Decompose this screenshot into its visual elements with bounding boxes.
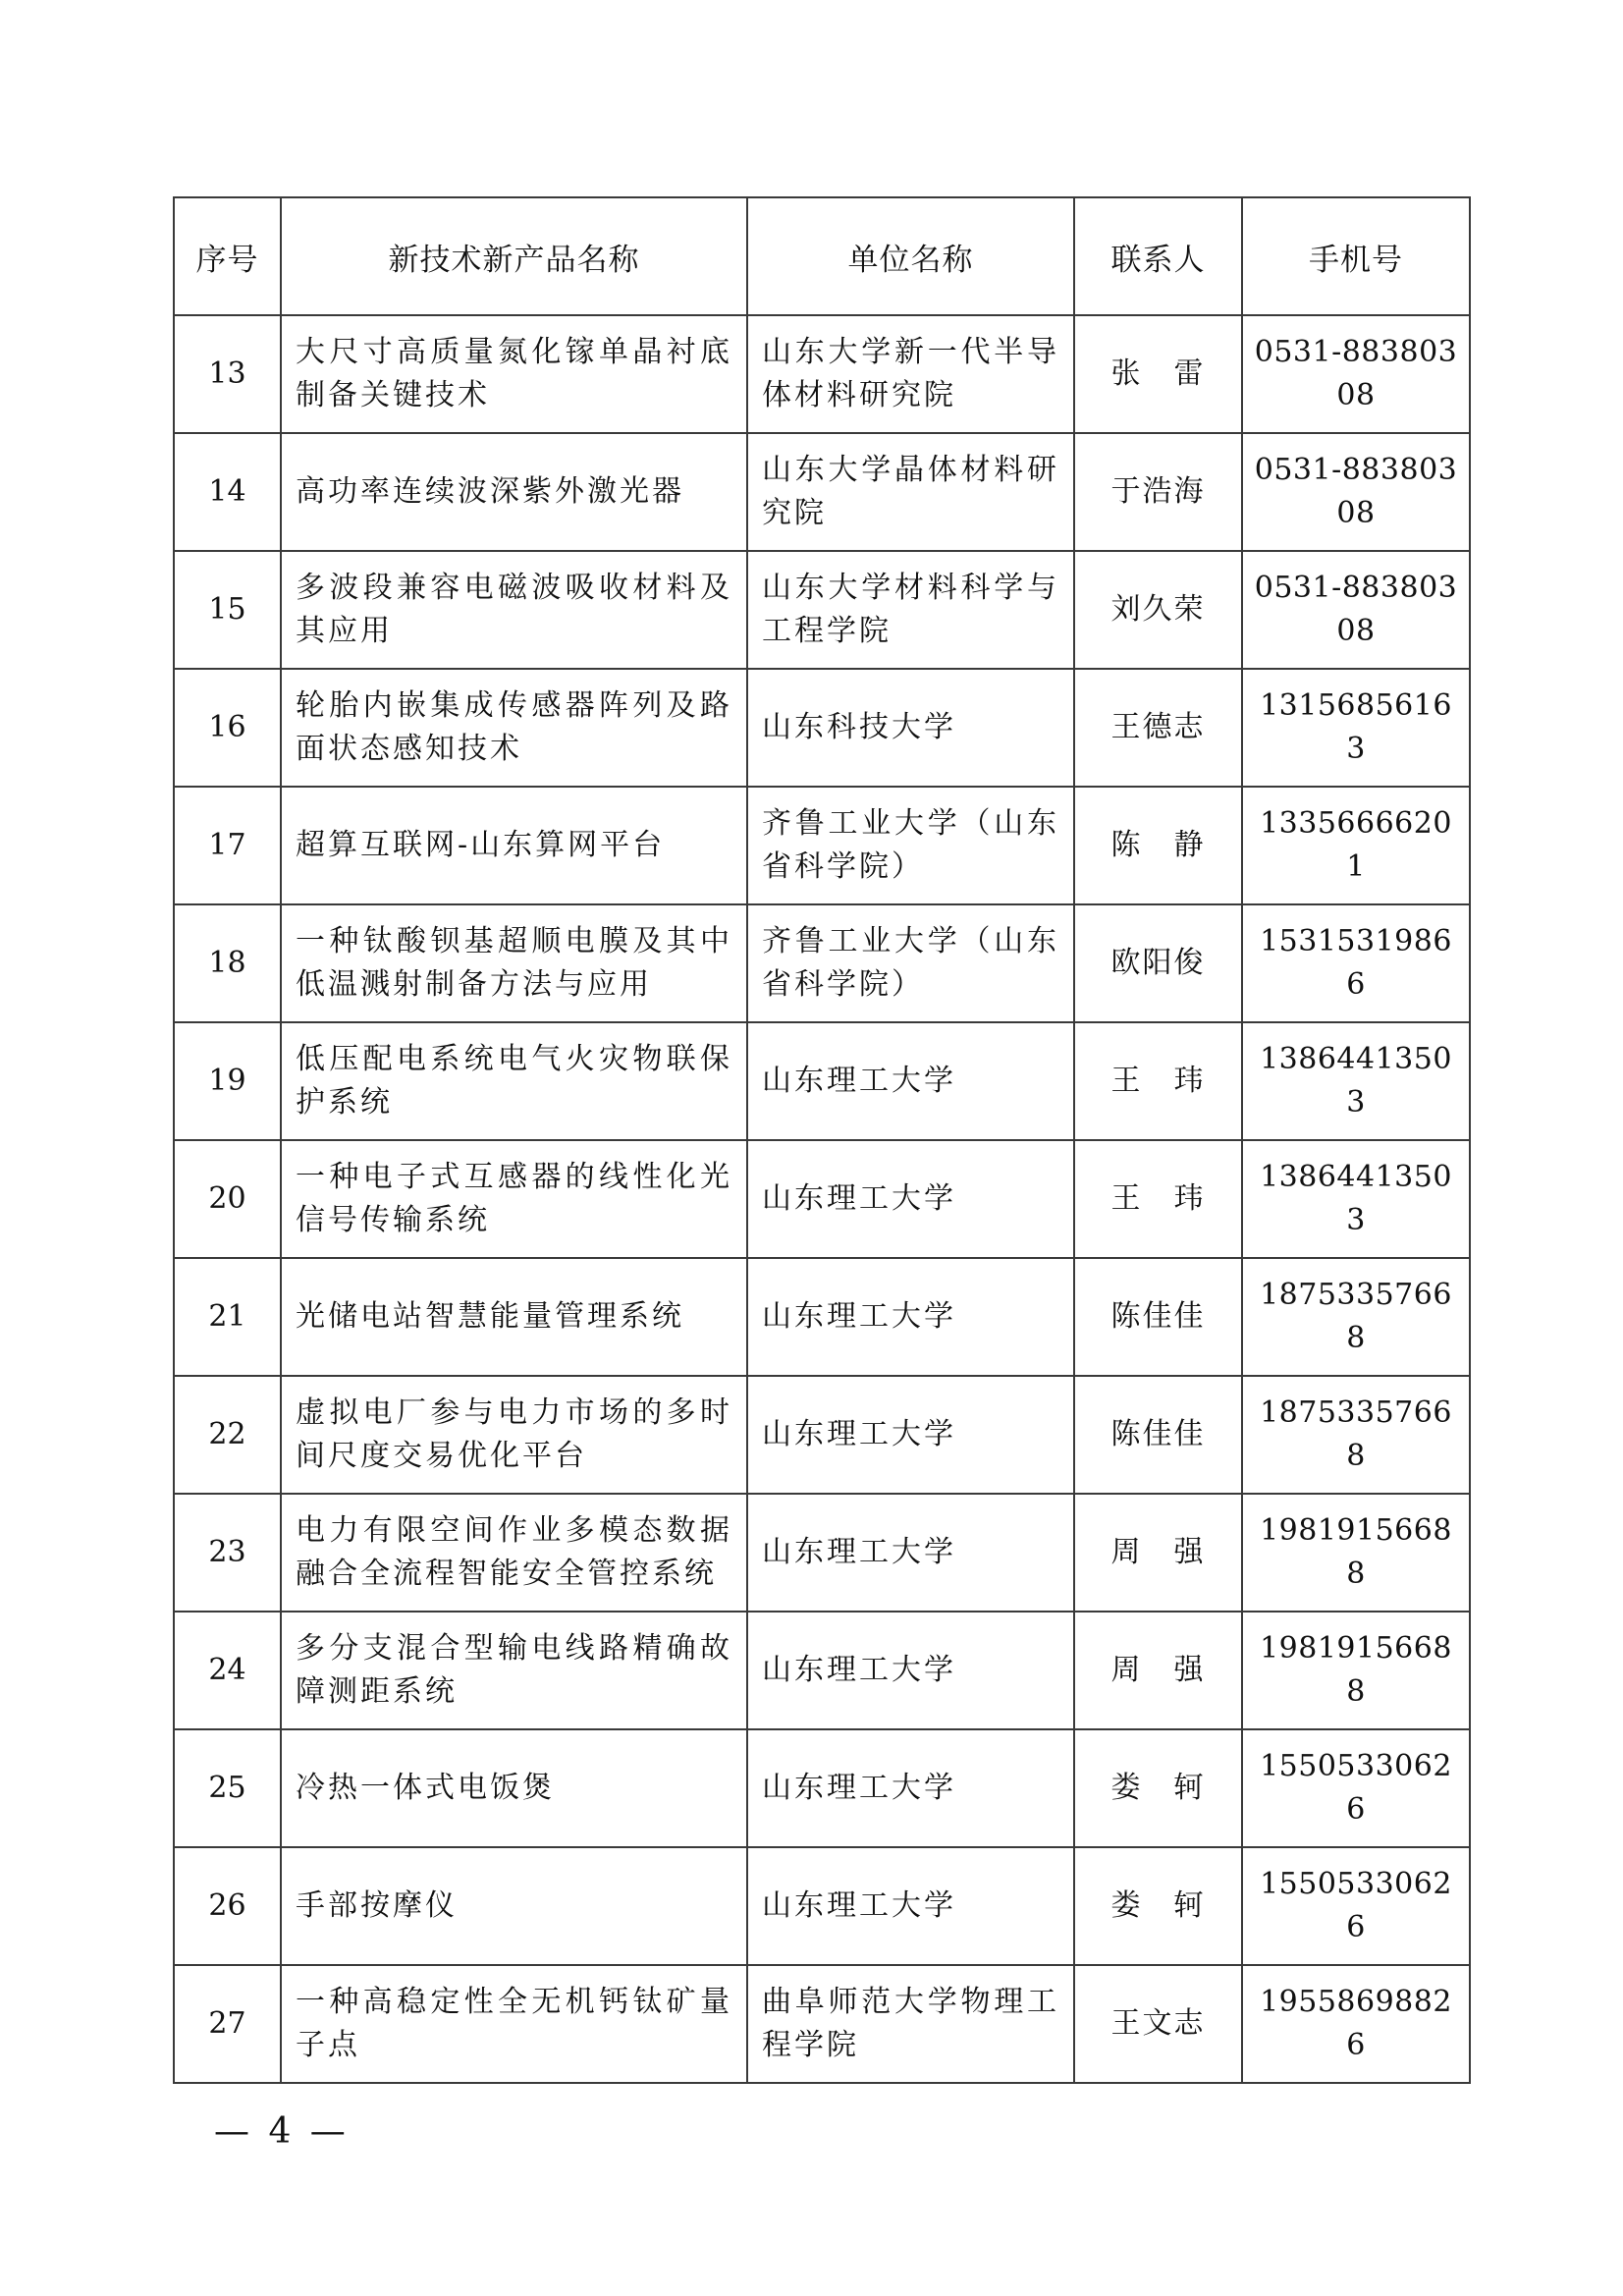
cell-phone: 15505330626	[1242, 1729, 1470, 1847]
table-row	[174, 1022, 1470, 1140]
cell-unit: 山东理工大学	[747, 1140, 1074, 1258]
cell-contact: 陈佳佳	[1074, 1376, 1242, 1494]
cell-contact: 王德志	[1074, 669, 1242, 787]
table-row	[174, 1376, 1470, 1494]
cell-name: 超算互联网-山东算网平台	[281, 787, 747, 904]
cell-contact: 王 玮	[1074, 1022, 1242, 1140]
cell-no: 26	[174, 1847, 281, 1965]
cell-no: 16	[174, 669, 281, 787]
table-row	[174, 1965, 1470, 2083]
cell-no: 22	[174, 1376, 281, 1494]
cell-no: 13	[174, 315, 281, 433]
cell-unit: 齐鲁工业大学（山东省科学院）	[747, 787, 1074, 904]
cell-phone: 19558698826	[1242, 1965, 1470, 2083]
cell-name: 高功率连续波深紫外激光器	[281, 433, 747, 551]
cell-name: 光储电站智慧能量管理系统	[281, 1258, 747, 1376]
cell-unit: 山东大学新一代半导体材料研究院	[747, 315, 1074, 433]
header-contact: 联系人	[1074, 197, 1242, 315]
cell-unit: 山东科技大学	[747, 669, 1074, 787]
cell-unit: 山东理工大学	[747, 1612, 1074, 1729]
table-row	[174, 1729, 1470, 1847]
cell-name: 一种高稳定性全无机钙钛矿量子点	[281, 1965, 747, 2083]
cell-phone: 0531-88380308	[1242, 315, 1470, 433]
cell-phone: 13864413503	[1242, 1022, 1470, 1140]
cell-phone: 13356666201	[1242, 787, 1470, 904]
table-row	[174, 1847, 1470, 1965]
cell-unit: 山东大学晶体材料研究院	[747, 433, 1074, 551]
header-unit: 单位名称	[747, 197, 1074, 315]
cell-name: 虚拟电厂参与电力市场的多时间尺度交易优化平台	[281, 1376, 747, 1494]
cell-phone: 15315319866	[1242, 904, 1470, 1022]
header-no: 序号	[174, 197, 281, 315]
cell-name: 电力有限空间作业多模态数据融合全流程智能安全管控系统	[281, 1494, 747, 1612]
cell-contact: 于浩海	[1074, 433, 1242, 551]
cell-name: 手部按摩仪	[281, 1847, 747, 1965]
cell-contact: 欧阳俊	[1074, 904, 1242, 1022]
cell-no: 19	[174, 1022, 281, 1140]
cell-no: 18	[174, 904, 281, 1022]
cell-name: 多波段兼容电磁波吸收材料及其应用	[281, 551, 747, 669]
cell-name: 低压配电系统电气火灾物联保护系统	[281, 1022, 747, 1140]
cell-unit: 山东理工大学	[747, 1258, 1074, 1376]
cell-phone: 0531-88380308	[1242, 433, 1470, 551]
header-name: 新技术新产品名称	[281, 197, 747, 315]
page-number: — 4 —	[214, 2111, 350, 2152]
tech-product-table	[173, 196, 1471, 2084]
cell-no: 23	[174, 1494, 281, 1612]
cell-phone: 15505330626	[1242, 1847, 1470, 1965]
header-phone: 手机号	[1242, 197, 1470, 315]
cell-unit: 山东理工大学	[747, 1847, 1074, 1965]
cell-contact: 陈佳佳	[1074, 1258, 1242, 1376]
cell-phone: 0531-88380308	[1242, 551, 1470, 669]
cell-no: 15	[174, 551, 281, 669]
cell-phone: 18753357668	[1242, 1258, 1470, 1376]
cell-phone: 13864413503	[1242, 1140, 1470, 1258]
cell-no: 24	[174, 1612, 281, 1729]
cell-contact: 娄 轲	[1074, 1847, 1242, 1965]
table-row	[174, 315, 1470, 433]
table-header-row	[174, 197, 1470, 315]
cell-phone: 19819156688	[1242, 1494, 1470, 1612]
cell-phone: 18753357668	[1242, 1376, 1470, 1494]
table-row	[174, 669, 1470, 787]
table-row	[174, 551, 1470, 669]
table-row	[174, 1258, 1470, 1376]
table-row	[174, 787, 1470, 904]
table-body	[174, 315, 1470, 2083]
table-row	[174, 433, 1470, 551]
cell-no: 27	[174, 1965, 281, 2083]
cell-unit: 曲阜师范大学物理工程学院	[747, 1965, 1074, 2083]
cell-no: 20	[174, 1140, 281, 1258]
cell-no: 25	[174, 1729, 281, 1847]
cell-contact: 周 强	[1074, 1494, 1242, 1612]
cell-name: 多分支混合型输电线路精确故障测距系统	[281, 1612, 747, 1729]
table-row	[174, 904, 1470, 1022]
table-row	[174, 1612, 1470, 1729]
cell-contact: 周 强	[1074, 1612, 1242, 1729]
cell-unit: 山东理工大学	[747, 1376, 1074, 1494]
cell-unit: 山东理工大学	[747, 1729, 1074, 1847]
cell-contact: 王文志	[1074, 1965, 1242, 2083]
cell-contact: 刘久荣	[1074, 551, 1242, 669]
cell-contact: 娄 轲	[1074, 1729, 1242, 1847]
cell-unit: 山东理工大学	[747, 1022, 1074, 1140]
cell-no: 14	[174, 433, 281, 551]
cell-phone: 13156856163	[1242, 669, 1470, 787]
cell-contact: 张 雷	[1074, 315, 1242, 433]
cell-unit: 山东理工大学	[747, 1494, 1074, 1612]
cell-contact: 王 玮	[1074, 1140, 1242, 1258]
cell-no: 21	[174, 1258, 281, 1376]
cell-phone: 19819156688	[1242, 1612, 1470, 1729]
cell-name: 一种钛酸钡基超顺电膜及其中低温溅射制备方法与应用	[281, 904, 747, 1022]
cell-no: 17	[174, 787, 281, 904]
cell-contact: 陈 静	[1074, 787, 1242, 904]
cell-name: 大尺寸高质量氮化镓单晶衬底制备关键技术	[281, 315, 747, 433]
cell-unit: 齐鲁工业大学（山东省科学院）	[747, 904, 1074, 1022]
table-row	[174, 1140, 1470, 1258]
table-row	[174, 1494, 1470, 1612]
cell-unit: 山东大学材料科学与工程学院	[747, 551, 1074, 669]
cell-name: 一种电子式互感器的线性化光信号传输系统	[281, 1140, 747, 1258]
cell-name: 轮胎内嵌集成传感器阵列及路面状态感知技术	[281, 669, 747, 787]
cell-name: 冷热一体式电饭煲	[281, 1729, 747, 1847]
